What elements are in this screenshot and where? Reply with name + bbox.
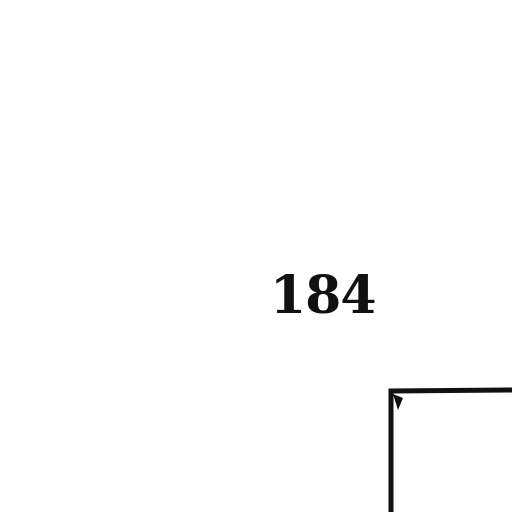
frame-corner-mark bbox=[393, 394, 403, 410]
page-number: 184 bbox=[270, 265, 376, 326]
frame-border-line bbox=[391, 390, 512, 512]
